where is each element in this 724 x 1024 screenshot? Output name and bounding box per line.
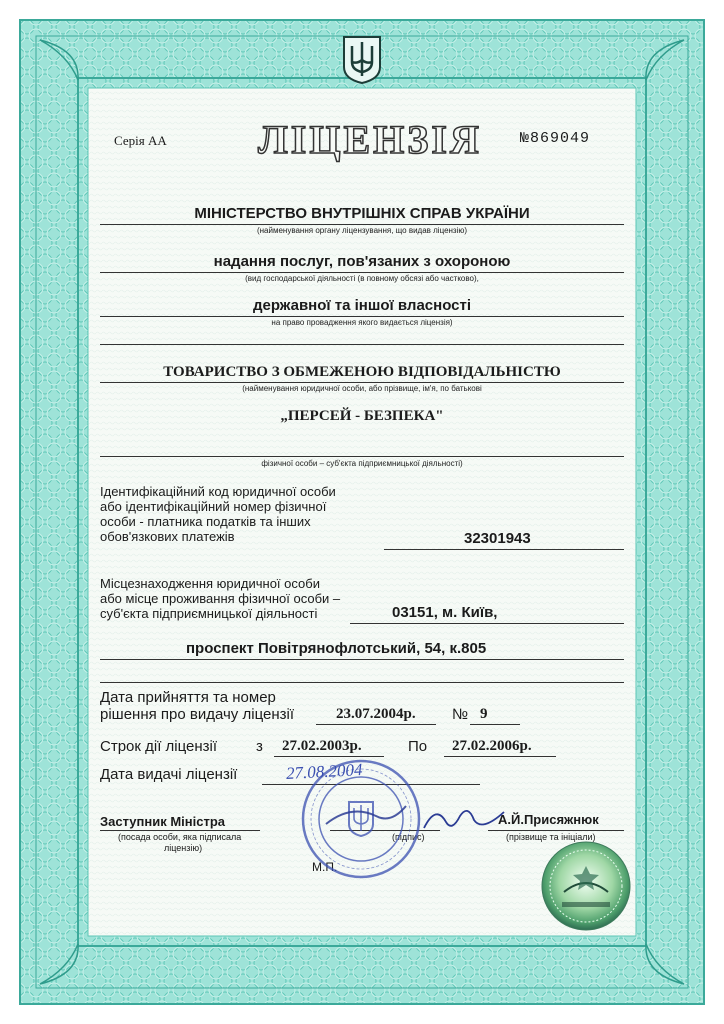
licensee-name-line-1: ТОВАРИСТВО З ОБМЕЖЕНОЮ ВІДПОВІДАЛЬНІСТЮ (163, 364, 561, 380)
seal-label: М.П. (312, 860, 338, 874)
location-value-2: проспект Повітрянофлотський, 54, к.805 (186, 640, 487, 657)
location-line-1 (350, 623, 624, 624)
page-title: ЛІЦЕНЗІЯ (258, 117, 482, 162)
blank-line (100, 344, 624, 345)
validity-from: 27.02.2003р. (282, 738, 362, 754)
id-code-label-1: Ідентифікаційний код юридичної особи (100, 484, 336, 499)
decision-number: 9 (480, 706, 488, 722)
id-code-value: 32301943 (464, 530, 531, 547)
validity-to-line (444, 756, 556, 757)
issuer-line (100, 224, 624, 225)
licensee-caption-1: (найменування юридичної особи, або прізвище, ім'я, по батькові (242, 384, 482, 393)
signer-name: А.Й.Присяжнюк (498, 812, 599, 827)
issue-date-handwritten: 27.08.2004 (285, 760, 363, 783)
signer-position-caption-1: (посада особи, яка підписала (118, 832, 242, 842)
licensee-caption-2: фізичної особи – суб'єкта підприємницької діяльності) (261, 459, 463, 468)
hologram-sticker (540, 840, 632, 932)
activity-caption: (вид господарської діяльності (в повному обсязі або частково), (245, 274, 479, 283)
handwritten-signature (420, 802, 510, 836)
activity-caption-2: на право провадження якого видається ліцензія) (271, 318, 453, 327)
validity-to: 27.02.2006р. (452, 738, 532, 754)
id-code-label-3: особи - платника податків та інших (100, 514, 311, 529)
signer-position-line (100, 830, 260, 831)
official-seal-stamp (296, 754, 426, 884)
decision-label-1: Дата прийняття та номер (100, 689, 276, 706)
activity-value: надання послуг, пов'язаних з охороною (213, 253, 511, 270)
issuer-name: МІНІСТЕРСТВО ВНУТРІШНІХ СПРАВ УКРАЇНИ (194, 205, 530, 222)
issue-date-label: Дата видачі ліцензії (100, 766, 238, 783)
signer-position: Заступник Міністра (100, 814, 226, 829)
signer-position-caption-2: ліцензію) (164, 843, 203, 853)
trident-emblem-icon (341, 34, 383, 84)
decision-number-line (470, 724, 520, 725)
licensee-name-line-2: „ПЕРСЕЙ - БЕЗПЕКА" (280, 408, 444, 424)
id-code-label-4: обов'язкових платежів (100, 529, 235, 544)
validity-from-label: з (256, 738, 263, 755)
activity-line-2 (100, 316, 624, 317)
decision-date: 23.07.2004р. (336, 706, 416, 722)
validity-to-label: По (408, 738, 428, 755)
series-label: Серія АА (114, 133, 167, 148)
issuer-caption: (найменування органу ліцензування, що видав ліцензію) (256, 226, 468, 235)
licensee-line-2 (100, 456, 624, 457)
location-value-1: 03151, м. Київ, (392, 604, 498, 621)
validity-label: Строк дії ліцензії (100, 738, 218, 755)
location-label-3: суб'єкта підприємницької діяльності (100, 606, 318, 621)
license-number: №869049 (520, 130, 591, 147)
activity-value-2: державної та іншої власності (252, 297, 472, 314)
location-line-2 (100, 659, 624, 660)
licensee-line-1 (100, 382, 624, 383)
signature-caption: (підпис) (392, 832, 425, 842)
location-label-1: Місцезнаходження юридичної особи (100, 576, 320, 591)
signer-name-caption: (прізвище та ініціали) (506, 832, 596, 842)
location-label-2: або місце проживання фізичної особи – (100, 591, 341, 606)
activity-line (100, 272, 624, 273)
decision-date-line (316, 724, 436, 725)
id-code-line (384, 549, 624, 550)
location-line-3 (100, 682, 624, 683)
decision-label-2: рішення про видачу ліцензії (100, 706, 294, 723)
decision-number-label: № (452, 706, 469, 723)
id-code-label-2: або ідентифікаційний номер фізичної (100, 499, 327, 514)
